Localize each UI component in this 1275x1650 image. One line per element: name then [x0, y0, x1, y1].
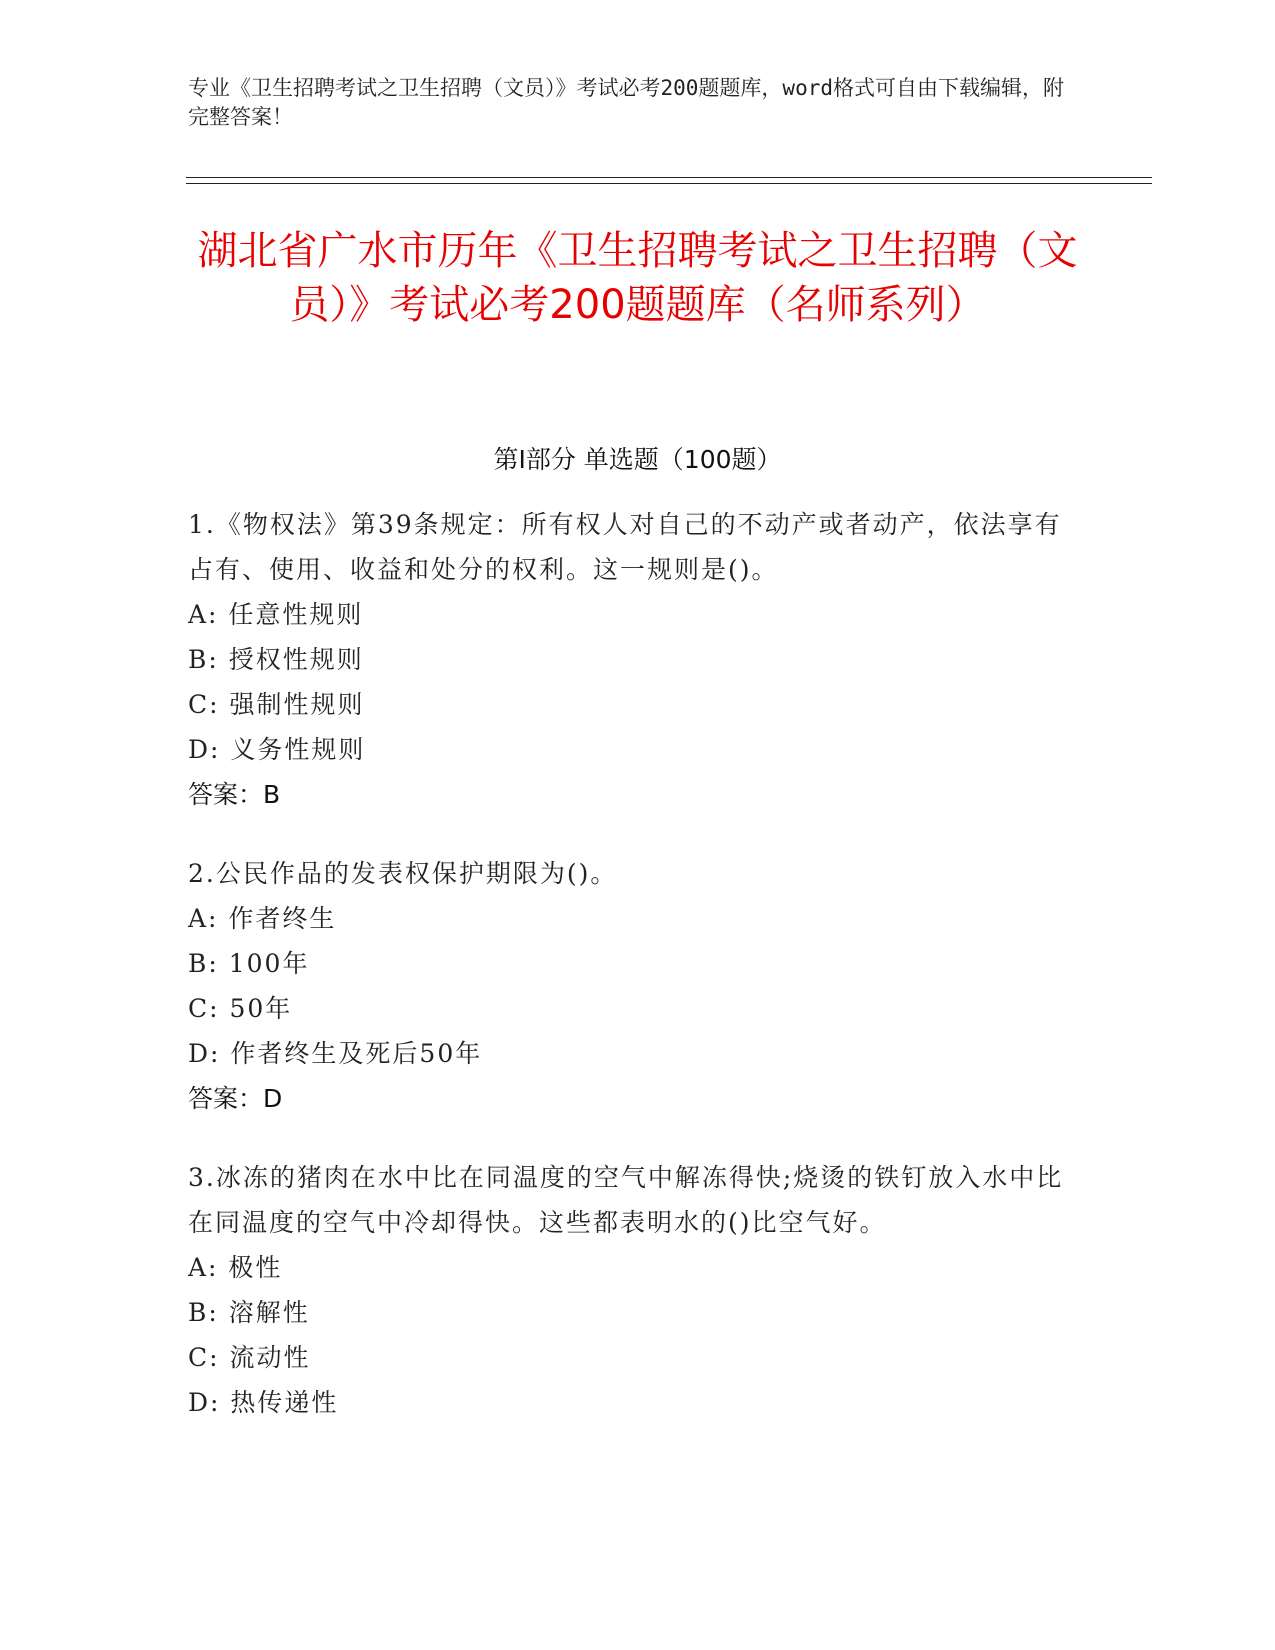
option-b: B: 授权性规则 — [188, 645, 364, 674]
option-c: C: 流动性 — [188, 1343, 311, 1372]
question-stem: 1.《物权法》第39条规定：所有权人对自己的不动产或者动产，依法享有占有、使用、收益和处分的权利。这一规则是()。 — [188, 510, 1062, 584]
option-b: B: 100年 — [188, 949, 310, 978]
section-title: 第Ⅰ部分 单选题（100题） — [493, 445, 782, 474]
option-c: C: 50年 — [188, 994, 293, 1023]
option-d: D: 作者终生及死后50年 — [188, 1039, 483, 1068]
option-a: A: 极性 — [188, 1253, 283, 1282]
question-2 — [188, 851, 1068, 1121]
option-a: A: 作者终生 — [188, 904, 337, 933]
option-b: B: 溶解性 — [188, 1298, 310, 1327]
option-a: A: 任意性规则 — [188, 600, 364, 629]
option-d: D: 义务性规则 — [188, 735, 366, 764]
option-c: C: 强制性规则 — [188, 690, 365, 719]
question-stem: 2.公民作品的发表权保护期限为()。 — [188, 859, 618, 888]
header-divider-top — [186, 177, 1152, 178]
header-divider-bottom — [186, 183, 1152, 184]
question-1 — [188, 502, 1068, 817]
document-title: 湖北省广水市历年《卫生招聘考试之卫生招聘（文员）》考试必考200题题库（名师系列） — [197, 228, 1078, 328]
option-d: D: 热传递性 — [188, 1388, 339, 1417]
question-stem: 3.冰冻的猪肉在水中比在同温度的空气中解冻得快;烧烫的铁钉放入水中比在同温度的空气中冷却得快。这些都表明水的()比空气好。 — [188, 1163, 1064, 1237]
header-note: 专业《卫生招聘考试之卫生招聘（文员）》考试必考200题题库，word格式可自由下载编辑，附完整答案！ — [188, 76, 1064, 129]
answer: 答案：B — [188, 780, 281, 809]
question-3 — [188, 1155, 1068, 1425]
answer: 答案：D — [188, 1084, 283, 1113]
